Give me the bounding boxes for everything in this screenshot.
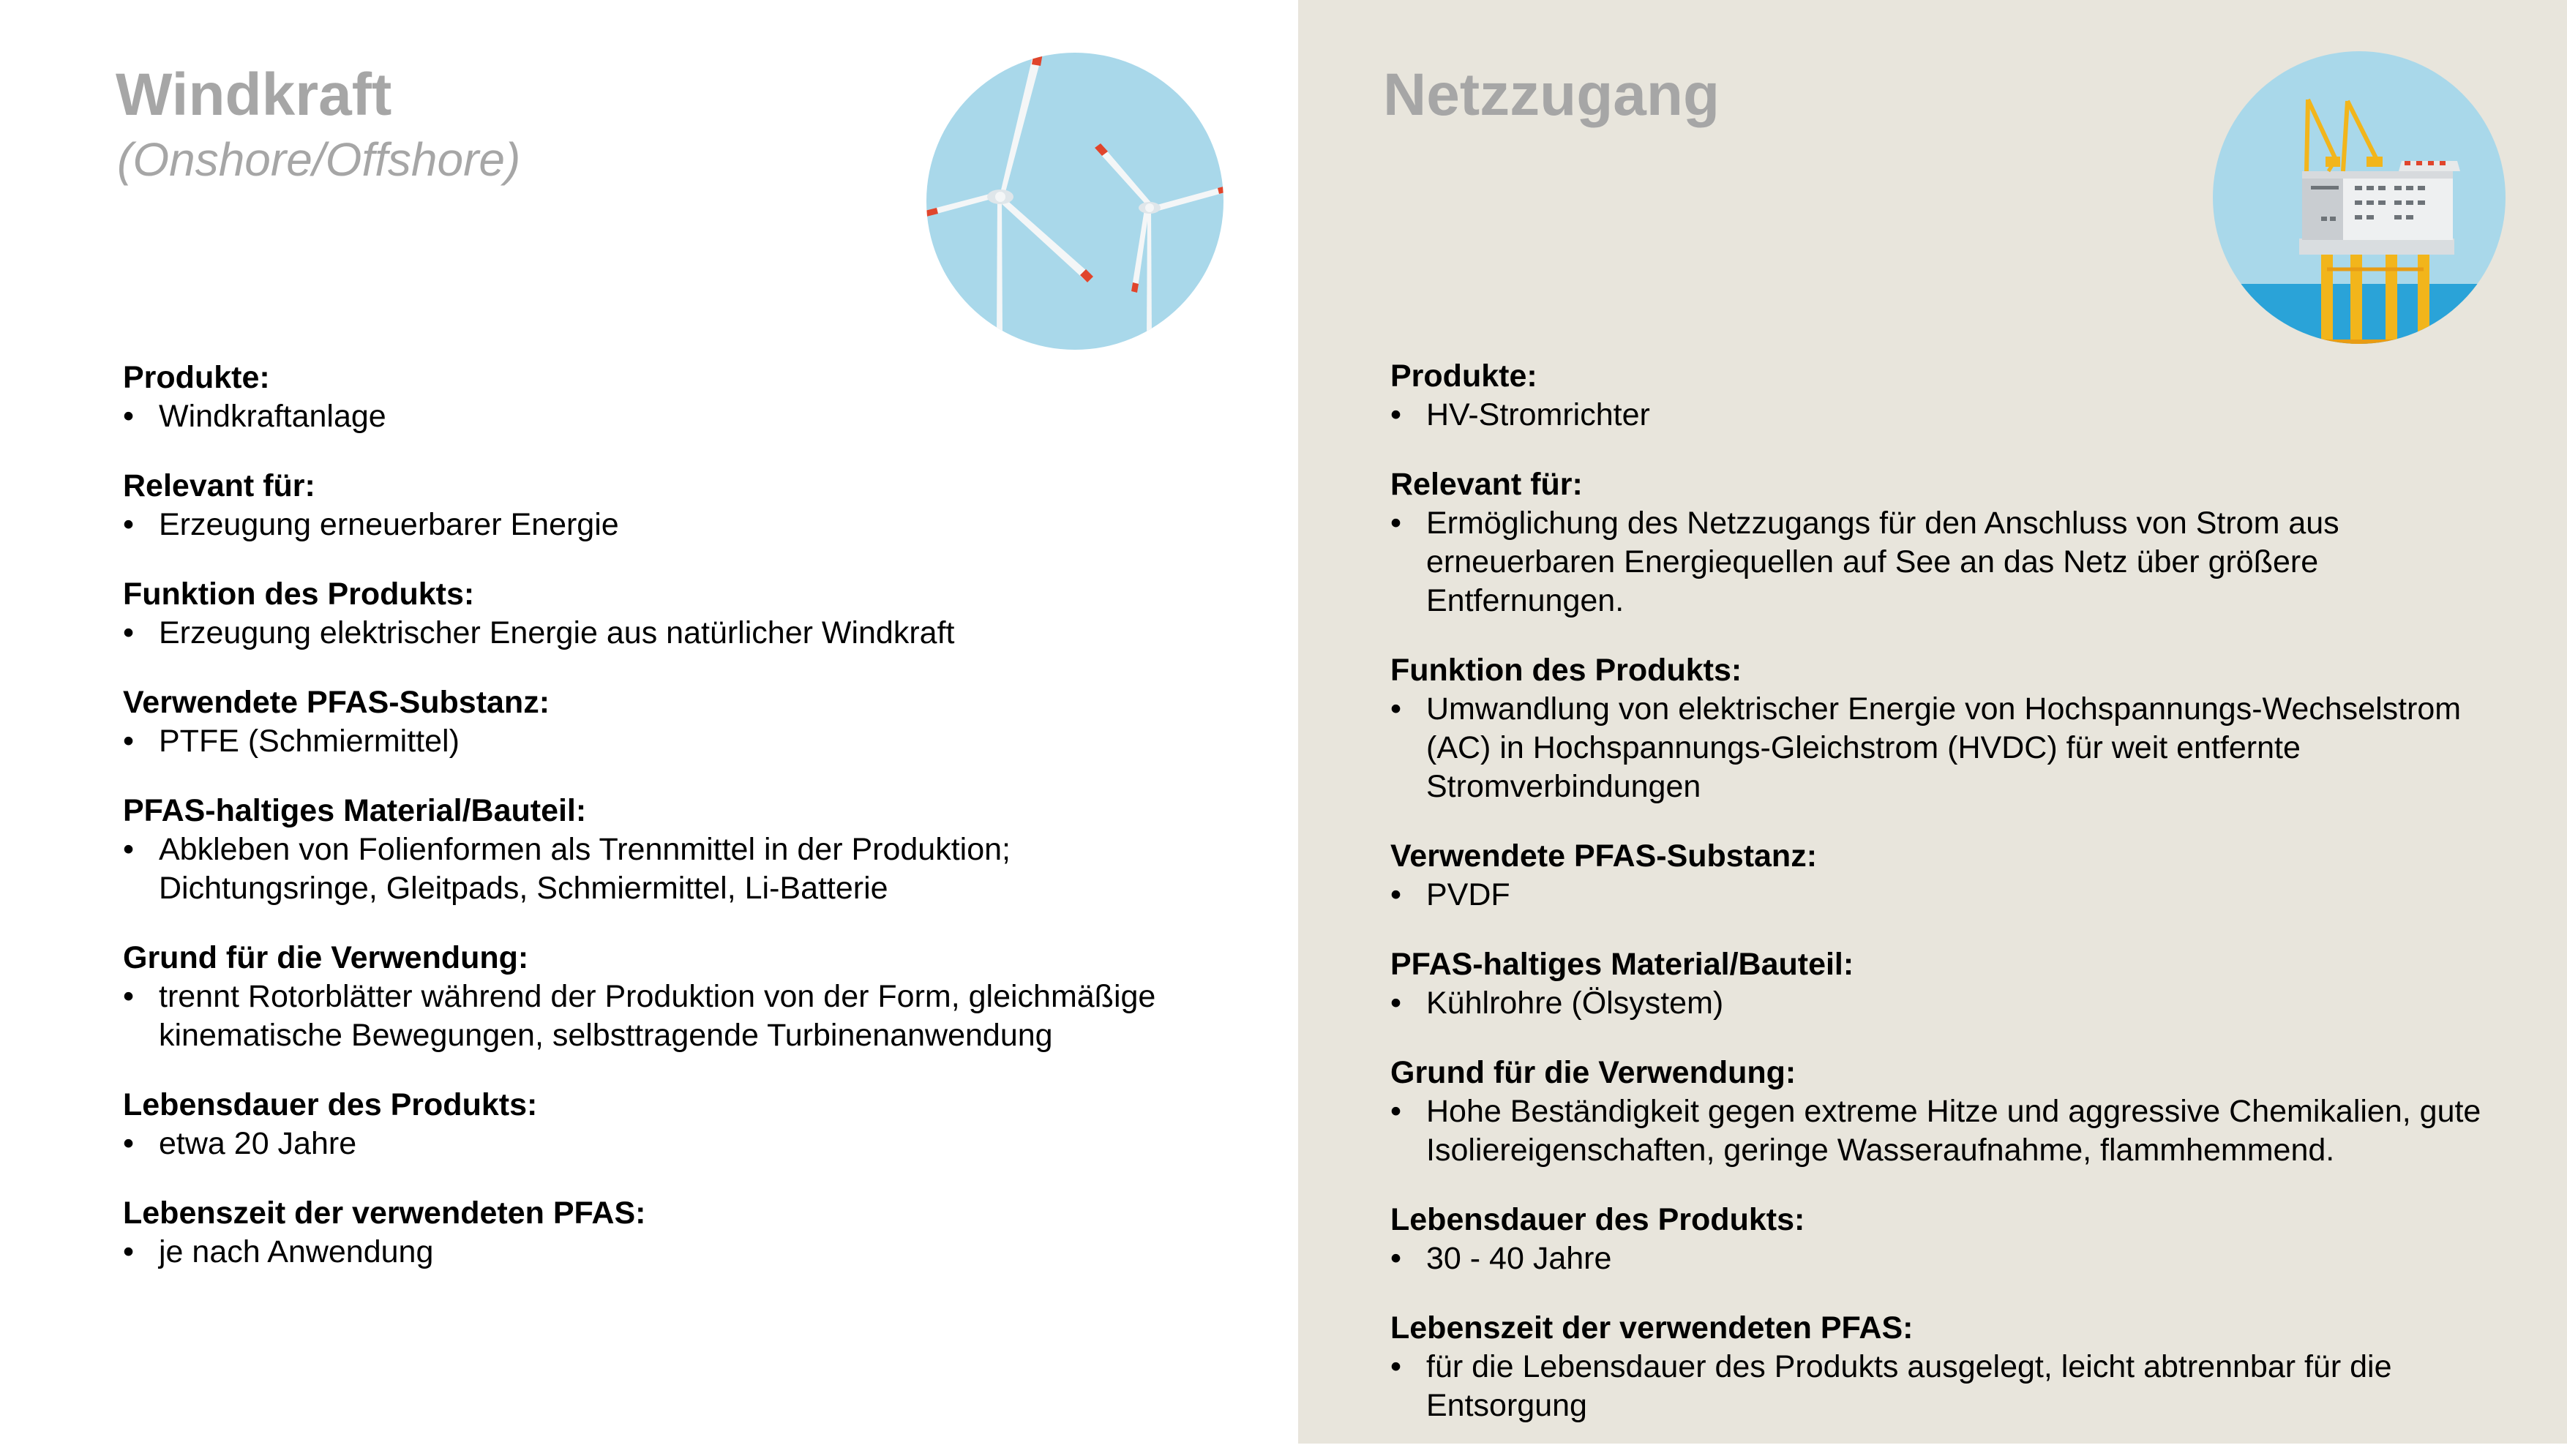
list-item: • Umwandlung von elektrischer Energie von Hochspannungs-Wechselstrom (AC) in Hochspannungs-Gleichstrom (HVDC) für weit entfernte Stromverbindungen: [1390, 690, 2524, 806]
bullet-list: [123, 397, 1264, 436]
section-heading: PFAS-haltiges Material/Bauteil:: [123, 793, 587, 828]
section-heading: Verwendete PFAS-Substanz:: [123, 685, 550, 720]
section-heading: Lebenszeit der verwendeten PFAS:: [1390, 1310, 1914, 1346]
right-section-grund: [1390, 1054, 2532, 1170]
list-item: • Ermöglichung des Netzzugangs für den Anschluss von Strom aus erneuerbaren Energiequellen auf See an das Netz über größere Entfernungen.: [1390, 504, 2480, 620]
section-heading: Relevant für:: [1390, 467, 1583, 502]
list-item: • etwa 20 Jahre: [123, 1125, 1264, 1163]
bullet-list: [1390, 1239, 2532, 1278]
list-item: • Erzeugung erneuerbarer Energie: [123, 506, 1264, 544]
right-panel: [1298, 0, 2567, 1444]
left-section-lebensdauer: [123, 1086, 1264, 1163]
section-heading: PFAS-haltiges Material/Bauteil:: [1390, 947, 1854, 982]
section-heading: Produkte:: [123, 360, 270, 395]
list-item: • trennt Rotorblätter während der Produktion von der Form, gleichmäßige kinematische Bewegungen, selbsttragende Turbinenanwendung: [123, 977, 1249, 1055]
left-section-relevant: [123, 467, 1264, 544]
list-item: • Windkraftanlage: [123, 397, 1264, 436]
left-section-funktion: [123, 575, 1264, 653]
section-heading: Lebenszeit der verwendeten PFAS:: [123, 1196, 646, 1231]
bullet-list: [1390, 984, 2532, 1023]
right-section-funktion: [1390, 651, 2532, 806]
right-section-material: [1390, 945, 2532, 1023]
bullet-list: [123, 506, 1264, 544]
right-sections: [1390, 357, 2532, 1456]
bullet-list: [1390, 504, 2532, 620]
list-item: • Abkleben von Folienformen als Trennmittel in der Produktion; Dichtungsringe, Gleitpads, Schmiermittel, Li-Batterie: [123, 830, 1169, 908]
right-section-relevant: [1390, 465, 2532, 620]
list-item: • HV-Stromrichter: [1390, 396, 2532, 435]
list-item: • Erzeugung elektrischer Energie aus natürlicher Windkraft: [123, 614, 1264, 653]
bullet-list: [1390, 1092, 2532, 1170]
bullet-list: [123, 614, 1264, 653]
section-heading: Lebensdauer des Produkts:: [123, 1087, 538, 1122]
bullet-list: [1390, 690, 2532, 806]
left-subtitle: (Onshore/Offshore): [117, 133, 521, 186]
list-item: • 30 - 40 Jahre: [1390, 1239, 2532, 1278]
wind-turbines-icon: [925, 51, 1225, 351]
section-heading: Relevant für:: [123, 468, 315, 503]
right-section-produkte: [1390, 357, 2532, 435]
list-item: • Hohe Beständigkeit gegen extreme Hitze und aggressive Chemikalien, gute Isoliereigenschaften, geringe Wasseraufnahme, flammhemmend.: [1390, 1092, 2487, 1170]
bullet-list: [123, 977, 1264, 1055]
left-section-grund: [123, 939, 1264, 1055]
left-section-produkte: [123, 359, 1264, 436]
right-title: Netzzugang: [1383, 61, 1720, 128]
list-item: • für die Lebensdauer des Produkts ausgelegt, leicht abtrennbar für die Entsorgung: [1390, 1348, 2480, 1425]
left-sections: [123, 359, 1264, 1302]
section-heading: Verwendete PFAS-Substanz:: [1390, 838, 1818, 874]
section-heading: Funktion des Produkts:: [123, 577, 475, 612]
bullet-list: [1390, 1348, 2532, 1425]
list-item: • PTFE (Schmiermittel): [123, 722, 1264, 761]
section-heading: Grund für die Verwendung:: [1390, 1055, 1796, 1090]
right-section-substanz: [1390, 837, 2532, 915]
list-item: • Kühlrohre (Ölsystem): [1390, 984, 2532, 1023]
section-heading: Produkte:: [1390, 359, 1537, 394]
bullet-list: [123, 1125, 1264, 1163]
left-title: Windkraft: [116, 61, 392, 128]
list-item: • je nach Anwendung: [123, 1233, 1264, 1272]
section-heading: Grund für die Verwendung:: [123, 940, 529, 975]
list-item: • PVDF: [1390, 876, 2532, 915]
section-heading: Funktion des Produkts:: [1390, 653, 1742, 688]
bullet-list: [123, 722, 1264, 761]
bullet-list: [1390, 876, 2532, 915]
left-section-lebenszeit: [123, 1194, 1264, 1272]
left-section-substanz: [123, 683, 1264, 761]
section-heading: Lebensdauer des Produkts:: [1390, 1202, 1805, 1237]
right-section-lebensdauer: [1390, 1201, 2532, 1278]
bullet-list: [1390, 396, 2532, 435]
bullet-list: [123, 830, 1264, 908]
offshore-converter-platform-icon: [2211, 50, 2507, 345]
left-section-material: [123, 792, 1264, 908]
right-section-lebenszeit: [1390, 1309, 2532, 1425]
bullet-list: [123, 1233, 1264, 1272]
